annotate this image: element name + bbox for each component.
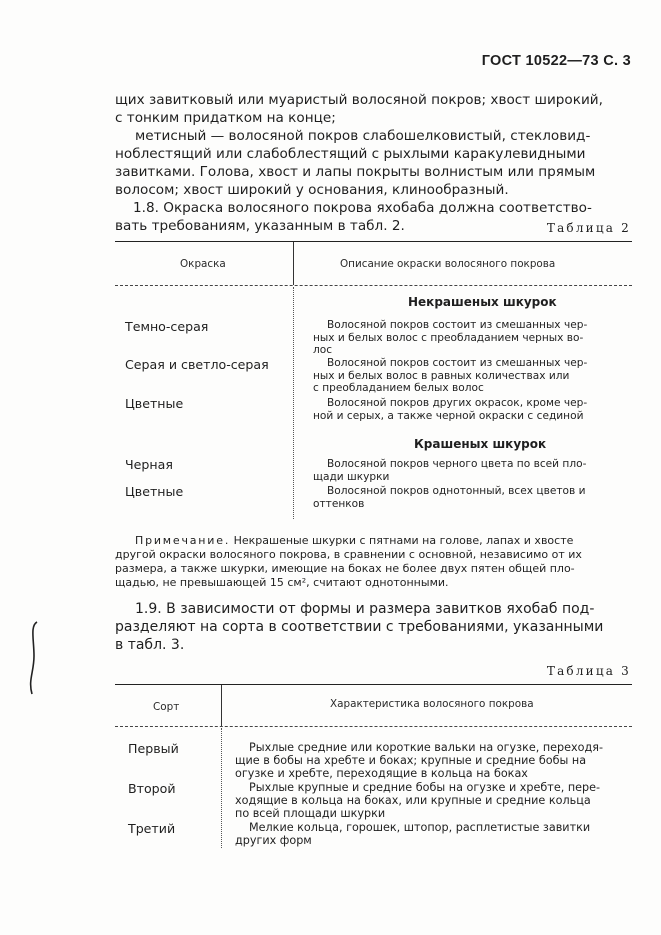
text-line: с преобладанием белых волос xyxy=(313,382,484,394)
table2-top-rule xyxy=(115,241,632,242)
table2-color-cell: Цветные xyxy=(125,484,184,499)
text-line: Рыхлые средние или короткие вальки на огузке, переходя- xyxy=(249,741,603,754)
table2-desc-cell xyxy=(313,319,587,357)
table2-color-cell: Темно-серая xyxy=(125,319,209,334)
table2-color-cell: Серая и светло-серая xyxy=(125,357,269,372)
table3-desc-cell xyxy=(235,741,603,781)
text-line: ных и белых волос в равных количествах или xyxy=(313,369,570,382)
page-header: ГОСТ 10522—73 С. 3 xyxy=(481,53,631,69)
text-line: щади шкурки xyxy=(313,470,390,483)
table3-desc-cell xyxy=(235,821,590,847)
text-line: ной и серых, а также черной окраски с сединой xyxy=(313,409,584,422)
table2-col2-header: Описание окраски волосяного покрова xyxy=(340,258,556,270)
text-line: волосом; хвост широкий у основания, клинообразный. xyxy=(115,182,509,198)
text-line: Рыхлые крупные и средние бобы на огузке и хребте, пере- xyxy=(249,781,601,794)
table3-grade-cell: Второй xyxy=(128,781,176,796)
text-line: разделяют на сорта в соответствии с требованиями, указанными xyxy=(115,619,604,635)
text-line: 1.9. В зависимости от формы и размера завитков яхобаб под- xyxy=(135,601,595,617)
text-line: Волосяной покров черного цвета по всей пло- xyxy=(327,458,587,470)
text-line: Волосяной покров состоит из смешанных чер- xyxy=(327,357,588,369)
text-line: размера, а также шкурки, имеющие на боках не более двух пятен общей пло- xyxy=(115,562,575,575)
text-line: завитками. Голова, хвост и лапы покрыты волнистым или прямым xyxy=(115,164,596,180)
text-line xyxy=(135,534,573,548)
text-line: с тонким придатком на конце; xyxy=(115,110,336,126)
table3-grade-cell: Третий xyxy=(128,821,176,836)
text-line: других форм xyxy=(235,834,312,848)
text-line: ных и белых волос с преобладанием черных во- xyxy=(313,331,584,344)
table2-group1-title: Некрашеных шкурок xyxy=(408,295,557,309)
text-line: щие в бобы на хребте и боках; крупные и средние бобы на xyxy=(235,754,587,768)
table2-header-rule xyxy=(115,285,632,286)
table2-desc-cell xyxy=(313,458,586,483)
margin-bracket-mark xyxy=(22,620,44,696)
table2-desc-cell xyxy=(313,357,587,395)
text-line: по всей площади шкурки xyxy=(235,807,386,821)
text-line: Волосяной покров однотонный, всех цветов и xyxy=(327,485,586,497)
text-line: огузке и хребте, переходящие в кольца на боках xyxy=(235,767,528,781)
text-line: щих завитковый или муаристый волосяной покров; хвост широкий, xyxy=(115,92,603,108)
table3-top-rule xyxy=(115,684,632,685)
note-label: Примечание. xyxy=(135,534,231,547)
text-line: 1.8. Окраска волосяного покрова яхобаба должна соответство- xyxy=(133,200,592,216)
text-line: метисный — волосяной покров слабошелковистый, стекловид- xyxy=(135,128,591,144)
text-line: Мелкие кольца, горошек, штопор, расплетистые завитки xyxy=(249,821,591,834)
table3-header-divider xyxy=(221,685,222,726)
text-line: лос xyxy=(313,344,333,356)
table3-header-rule xyxy=(115,726,632,727)
table2-group2-title: Крашеных шкурок xyxy=(414,437,547,451)
text-line: другой окраски волосяного покрова, в сравнении с основной, независимо от их xyxy=(115,548,582,561)
table3-body-divider xyxy=(221,728,222,848)
text-line: ходящие в кольца на боках, или крупные и средние кольца xyxy=(235,794,591,808)
table2-color-cell: Черная xyxy=(125,457,173,472)
table2-col1-header: Окраска xyxy=(180,258,226,270)
text-line: Волосяной покров состоит из смешанных чер- xyxy=(327,319,588,331)
text-line: оттенков xyxy=(313,497,365,510)
text-line: вать требованиям, указанным в табл. 2. xyxy=(115,218,405,234)
text-line: ноблестящий или слабоблестящий с рыхлыми каракулевидными xyxy=(115,146,586,162)
table2-desc-cell xyxy=(313,397,587,422)
table2-color-cell: Цветные xyxy=(125,396,184,411)
table2-body-divider xyxy=(293,287,294,519)
table2-header-divider xyxy=(293,242,294,285)
table3-desc-cell xyxy=(235,781,600,821)
text-line: в табл. 3. xyxy=(115,637,185,653)
table3-col2-header: Характеристика волосяного покрова xyxy=(330,698,534,710)
text-line: Волосяной покров других окрасок, кроме чер- xyxy=(327,397,588,409)
table3-grade-cell: Первый xyxy=(128,741,179,756)
note-text: Некрашеные шкурки с пятнами на голове, лапах и хвосте xyxy=(233,534,574,547)
table3-caption: Таблица 3 xyxy=(546,664,631,678)
table2-desc-cell xyxy=(313,485,586,510)
text-line: щадью, не превышающей 15 см², считают однотонными. xyxy=(115,576,449,589)
table3-col1-header: Сорт xyxy=(153,701,180,713)
table2-caption: Таблица 2 xyxy=(546,221,631,235)
